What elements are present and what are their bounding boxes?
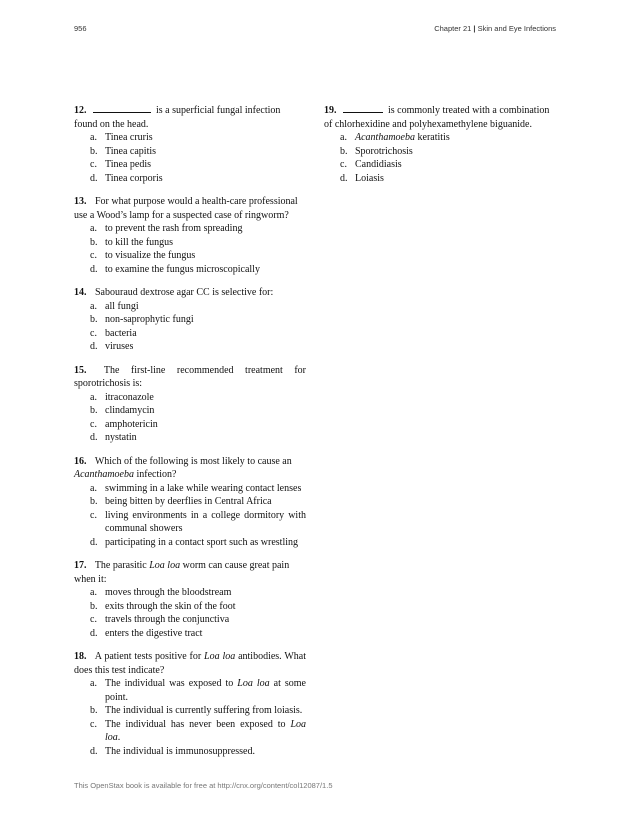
- option-letter: c.: [90, 614, 97, 625]
- option-text-part: at some point.: [105, 678, 306, 703]
- answer-options: [74, 300, 306, 354]
- option-text: The individual is immunosuppressed.: [105, 745, 255, 757]
- option-letter: a.: [90, 300, 97, 312]
- option-text: moves through the bloodstream: [105, 587, 232, 598]
- option-italic-term: Loa loa: [237, 678, 270, 689]
- right-column: [324, 104, 558, 195]
- option-letter: a.: [90, 482, 97, 494]
- option-letter: a.: [90, 132, 97, 143]
- answer-option: [74, 222, 306, 236]
- option-text: all fungi: [105, 300, 139, 312]
- option-text-part: The individual has never been exposed to: [105, 718, 286, 730]
- answer-option: [324, 145, 558, 159]
- option-text-part: .: [117, 732, 121, 743]
- option-letter: d.: [90, 341, 98, 352]
- stem-text: is a superficial fungal infection found on the head.: [74, 105, 281, 130]
- question-number: 15.: [74, 364, 87, 376]
- stem-text: For what purpose would a health-care professional use a Wood’s lamp for a suspected case of ringworm?: [74, 196, 298, 221]
- option-letter: c.: [90, 159, 97, 170]
- answer-option: [74, 131, 306, 145]
- answer-option: [324, 131, 558, 145]
- option-text: enters the digestive tract: [105, 627, 203, 639]
- question-number: 16.: [74, 455, 87, 467]
- option-text: being bitten by deerflies in Central Africa: [105, 496, 272, 507]
- answer-options: [74, 391, 306, 445]
- answer-option: [74, 704, 306, 718]
- option-text: Loiasis: [355, 172, 384, 184]
- option-text: Tinea pedis: [105, 159, 152, 170]
- page-number: 956: [74, 24, 87, 33]
- answer-option: [74, 536, 306, 550]
- option-letter: d.: [90, 536, 98, 548]
- option-text: to examine the fungus microscopically: [105, 263, 260, 275]
- question-stem: [74, 195, 306, 222]
- answer-option: [74, 404, 306, 418]
- answer-option: [74, 627, 306, 641]
- option-letter: b.: [340, 145, 348, 157]
- answer-option: [74, 158, 306, 172]
- question-number: 18.: [74, 651, 87, 662]
- question-number: 14.: [74, 287, 87, 298]
- answer-option: [74, 718, 306, 745]
- option-text: The individual is currently suffering from loiasis.: [105, 705, 303, 716]
- option-letter: c.: [340, 159, 347, 170]
- option-text: Candidiasis: [355, 159, 402, 170]
- stem-text: A patient tests positive for: [94, 651, 202, 662]
- chapter-number: Chapter 21: [434, 24, 472, 33]
- option-letter: d.: [90, 432, 98, 443]
- answer-options: [324, 131, 558, 185]
- chapter-title: Skin and Eye Infections: [477, 24, 556, 33]
- question-stem: [74, 650, 306, 677]
- option-letter: c.: [90, 509, 97, 521]
- question-stem: [74, 104, 306, 131]
- option-letter: a.: [340, 132, 347, 143]
- option-letter: a.: [90, 678, 97, 689]
- option-text: swimming in a lake while wearing contact lenses: [105, 482, 302, 494]
- answer-option: [74, 431, 306, 445]
- option-letter: b.: [90, 496, 98, 507]
- option-text: non-saprophytic fungi: [105, 314, 194, 325]
- option-text: itraconazole: [105, 391, 154, 403]
- option-text: nystatin: [105, 432, 137, 443]
- fill-in-blank: [343, 104, 383, 113]
- question-stem: [74, 364, 306, 391]
- option-letter: b.: [90, 145, 98, 157]
- question-number: 13.: [74, 196, 87, 207]
- option-letter: c.: [90, 418, 97, 430]
- answer-option: [74, 327, 306, 341]
- option-text: Tinea cruris: [105, 132, 153, 143]
- option-text: to prevent the rash from spreading: [105, 223, 243, 234]
- option-text: to kill the fungus: [105, 236, 174, 248]
- question-16: [74, 455, 306, 550]
- option-letter: b.: [90, 600, 98, 612]
- header-separator: |: [473, 24, 476, 33]
- answer-option: [324, 158, 558, 172]
- question-17: [74, 559, 306, 640]
- running-header: [434, 24, 556, 33]
- stem-text: infection?: [136, 469, 177, 480]
- option-italic-term: Acanthamoeba: [355, 132, 415, 143]
- option-letter: d.: [340, 172, 348, 184]
- answer-option: [324, 172, 558, 186]
- answer-option: [74, 495, 306, 509]
- question-15: [74, 364, 306, 445]
- stem-italic-term: Loa loa: [149, 560, 181, 571]
- option-text: Tinea capitis: [105, 145, 157, 157]
- question-14: [74, 286, 306, 354]
- option-letter: c.: [90, 327, 97, 339]
- option-letter: d.: [90, 745, 98, 757]
- answer-option: [74, 600, 306, 614]
- question-number: 17.: [74, 560, 87, 571]
- option-text: to visualize the fungus: [105, 250, 196, 261]
- answer-option: [74, 586, 306, 600]
- answer-option: [74, 745, 306, 759]
- answer-option: [74, 172, 306, 186]
- answer-option: [74, 300, 306, 314]
- option-text-part: The individual was exposed to: [105, 678, 234, 689]
- stem-text: The first-line recommended treatment for sporotrichosis is:: [74, 364, 306, 389]
- fill-in-blank: [93, 104, 151, 113]
- option-letter: b.: [90, 405, 98, 416]
- option-text: amphotericin: [105, 418, 158, 430]
- option-text: viruses: [105, 341, 134, 352]
- option-text: Sporotrichosis: [355, 145, 413, 157]
- stem-text: The parasitic: [94, 560, 147, 571]
- question-stem: [74, 559, 306, 586]
- option-text: Tinea corporis: [105, 172, 163, 184]
- stem-text: is commonly treated with a combination of chlorhexidine and polyhexamethylene biguanide.: [324, 105, 550, 130]
- option-letter: c.: [90, 250, 97, 261]
- left-column: [74, 104, 306, 768]
- option-letter: a.: [90, 223, 97, 234]
- answer-option: [74, 236, 306, 250]
- option-letter: b.: [90, 705, 98, 716]
- question-stem: [74, 286, 306, 300]
- page-footer: This OpenStax book is available for free at http://cnx.org/content/col12087/1.5: [74, 781, 333, 790]
- question-19: [324, 104, 558, 185]
- stem-italic-term: Acanthamoeba: [74, 469, 134, 480]
- option-text: [105, 718, 306, 745]
- answer-options: [74, 482, 306, 550]
- answer-options: [74, 131, 306, 185]
- option-letter: a.: [90, 587, 97, 598]
- option-letter: d.: [90, 627, 98, 639]
- option-text: bacteria: [105, 327, 137, 339]
- option-letter: a.: [90, 391, 97, 403]
- option-italic-term: Loa loa: [105, 718, 307, 743]
- answer-option: [74, 677, 306, 704]
- question-number: 12.: [74, 105, 87, 116]
- stem-text: worm can cause great pain when it:: [74, 560, 290, 585]
- question-12: [74, 104, 306, 185]
- option-text: [355, 131, 558, 145]
- stem-text: Sabouraud dextrose agar CC is selective for:: [95, 287, 274, 298]
- option-text: living environments in a college dormitory with communal showers: [105, 509, 306, 534]
- answer-option: [74, 249, 306, 263]
- option-text-part: keratitis: [417, 132, 450, 143]
- answer-option: [74, 418, 306, 432]
- option-text: clindamycin: [105, 405, 155, 416]
- option-letter: c.: [90, 718, 97, 730]
- question-18: [74, 650, 306, 758]
- stem-text: antibodies. What does this test indicate?: [74, 651, 307, 676]
- answer-option: [74, 613, 306, 627]
- question-stem: [74, 455, 306, 482]
- answer-option: [74, 391, 306, 405]
- option-letter: d.: [90, 172, 98, 184]
- answer-option: [74, 509, 306, 536]
- stem-text: Which of the following is most likely to cause an: [94, 455, 292, 467]
- answer-option: [74, 482, 306, 496]
- option-text: travels through the conjunctiva: [105, 614, 230, 625]
- question-13: [74, 195, 306, 276]
- option-letter: d.: [90, 263, 98, 275]
- answer-options: [74, 586, 306, 640]
- answer-option: [74, 340, 306, 354]
- question-number: 19.: [324, 105, 337, 116]
- stem-italic-term: Loa loa: [204, 651, 236, 662]
- answer-option: [74, 263, 306, 277]
- answer-option: [74, 145, 306, 159]
- option-letter: b.: [90, 236, 98, 248]
- question-stem: [324, 104, 558, 131]
- option-text: [105, 677, 306, 704]
- option-letter: b.: [90, 314, 98, 325]
- answer-option: [74, 313, 306, 327]
- answer-options: [74, 222, 306, 276]
- option-text: exits through the skin of the foot: [105, 600, 236, 612]
- answer-options: [74, 677, 306, 758]
- option-text: participating in a contact sport such as wrestling: [105, 536, 299, 548]
